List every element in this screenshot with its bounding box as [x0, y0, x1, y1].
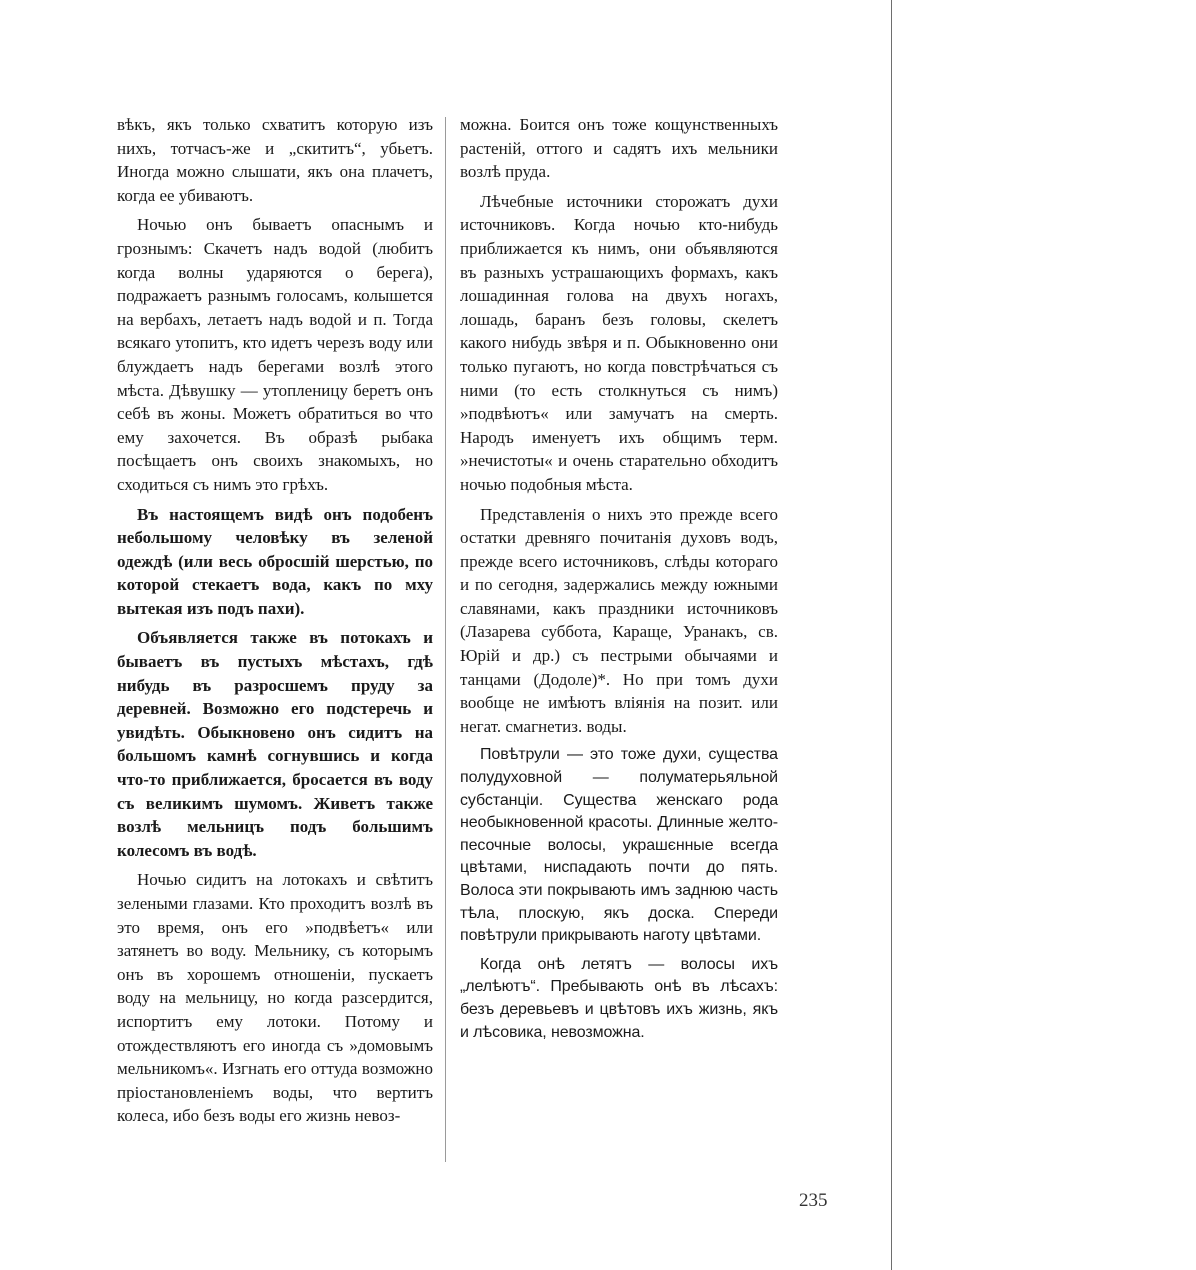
paragraph: Представленія о нихъ это прежде всего остатки древняго почитанія духовъ водъ, прежде всего источниковъ, слѣды котораго и по сегодня, задержались между южными славянами, какъ праздники источниковъ (Лазарева суббота, Каращe, Уранакъ, св. Юрій и др.) съ пестрыми обычаями и танцами (Додоле)*. Но при томъ духи вообще не имѣютъ вліянія на позит. или негат. смагнетиз. воды. [460, 504, 778, 736]
page-number: 235 [799, 1190, 828, 1211]
paragraph: Лѣчебные источники сторожатъ духи источниковъ. Когда ночью кто-нибудь приближается къ нимъ, они объявляются въ разныхъ устрашающихъ формахъ, какъ лошадинная голова на двухъ ногахъ, лошадь, баранъ безъ головы, скелетъ какого нибудь звѣря и п. Обыкновенно они только пугаютъ, но когда повстрѣчаться съ ними (то есть столкнуться съ нимъ) »подвѣютъ« или замучатъ на смерть. Народъ именуетъ ихъ общимъ терм. »нечистоты« и очень старательно обходитъ ночью подобныя мѣста. [460, 191, 778, 494]
paragraph: Ночью онъ бываетъ опаснымъ и грознымъ: Скачетъ надъ водой (любитъ когда волны ударяются о берега), подражаетъ разнымъ голосамъ, колышется на вербахъ, летаетъ надъ водой и п. Тогда всякаго утопитъ, кто идетъ черезъ воду или блуждаетъ надъ берегами возлѣ этого мѣста. Дѣвушку — утопленицу беретъ онъ себѣ въ жоны. Можетъ обратиться во что ему захочется. Въ образѣ рыбака посѣщаетъ онъ своихъ знакомыхъ, но сходиться съ нимъ это грѣхъ. [117, 215, 433, 494]
paragraph: Повѣтрули — это тоже духи, существа полудуховной — полуматерьяльной субстанціи. Существа женскаго рода необыкновенной красоты. Длинные желто-песочные волосы, украшєнные всегда цвѣтами, ниспадають почти до пять. Волоса эти покрывають имъ заднюю часть тѣла, плоскую, якъ доска. Спереди повѣтрули прикрывають наготу цвѣтами. [460, 746, 778, 945]
column-divider [445, 117, 446, 1162]
paragraph: Ночью сидитъ на лотокахъ и свѣтитъ зелеными глазами. Кто проходитъ возлѣ въ это время, онъ его »подвѣетъ« или затянетъ во воду. Мельнику, съ которымъ онъ въ хорошемъ отношеніи, пускаетъ воду на мельницу, но когда разсердится, испортитъ ему лотоки. Потому и отождествляютъ его иногда съ »домовымъ мельникомъ«. Изгнать его оттуда возможно пріостановленіемъ воды, что вертитъ колеса, ибо безъ воды его жизнь невоз- [117, 870, 433, 1126]
paragraph: можна. Боится онъ тоже кощунственныхъ растеній, оттого и садятъ ихъ мельники возлѣ пруда. [460, 115, 778, 182]
paragraph: Когда онѣ летятъ — волосы ихъ „лелѣютъ“. Пребывають онѣ въ лѣсахъ: безъ деревьевъ и цвѣтовъ ихъ жизнь, якъ и лѣсовика, невозможна. [460, 955, 778, 1041]
left-text-column [117, 113, 433, 1134]
paragraph: Объявляется также въ потокахъ и бываетъ въ пустыхъ мѣстахъ, гдѣ нибудь въ разросшемъ пруду за деревней. Возможно его подстеречь и увидѣть. Обыкновено онъ сидитъ на большомъ камнѣ согнувшись и когда что-то приближается, бросается въ воду съ великимъ шумомъ. Живетъ также возлѣ мельницъ подъ большимъ колесомъ въ водѣ. [117, 628, 433, 860]
paragraph: Въ настоящемъ видѣ онъ подобенъ небольшому человѣку въ зеленой одеждѣ (или весь обросшій шерстью, по которой стекаетъ вода, какъ по мху вытекая изъ подъ пахи). [117, 504, 433, 618]
paragraph: вѣкъ, якъ только схватитъ которую изъ нихъ, тотчасъ-же и „скититъ“, убьетъ. Иногда можно слышати, якъ она плачетъ, когда ее убиваютъ. [117, 115, 433, 205]
right-text-column [460, 113, 778, 1050]
